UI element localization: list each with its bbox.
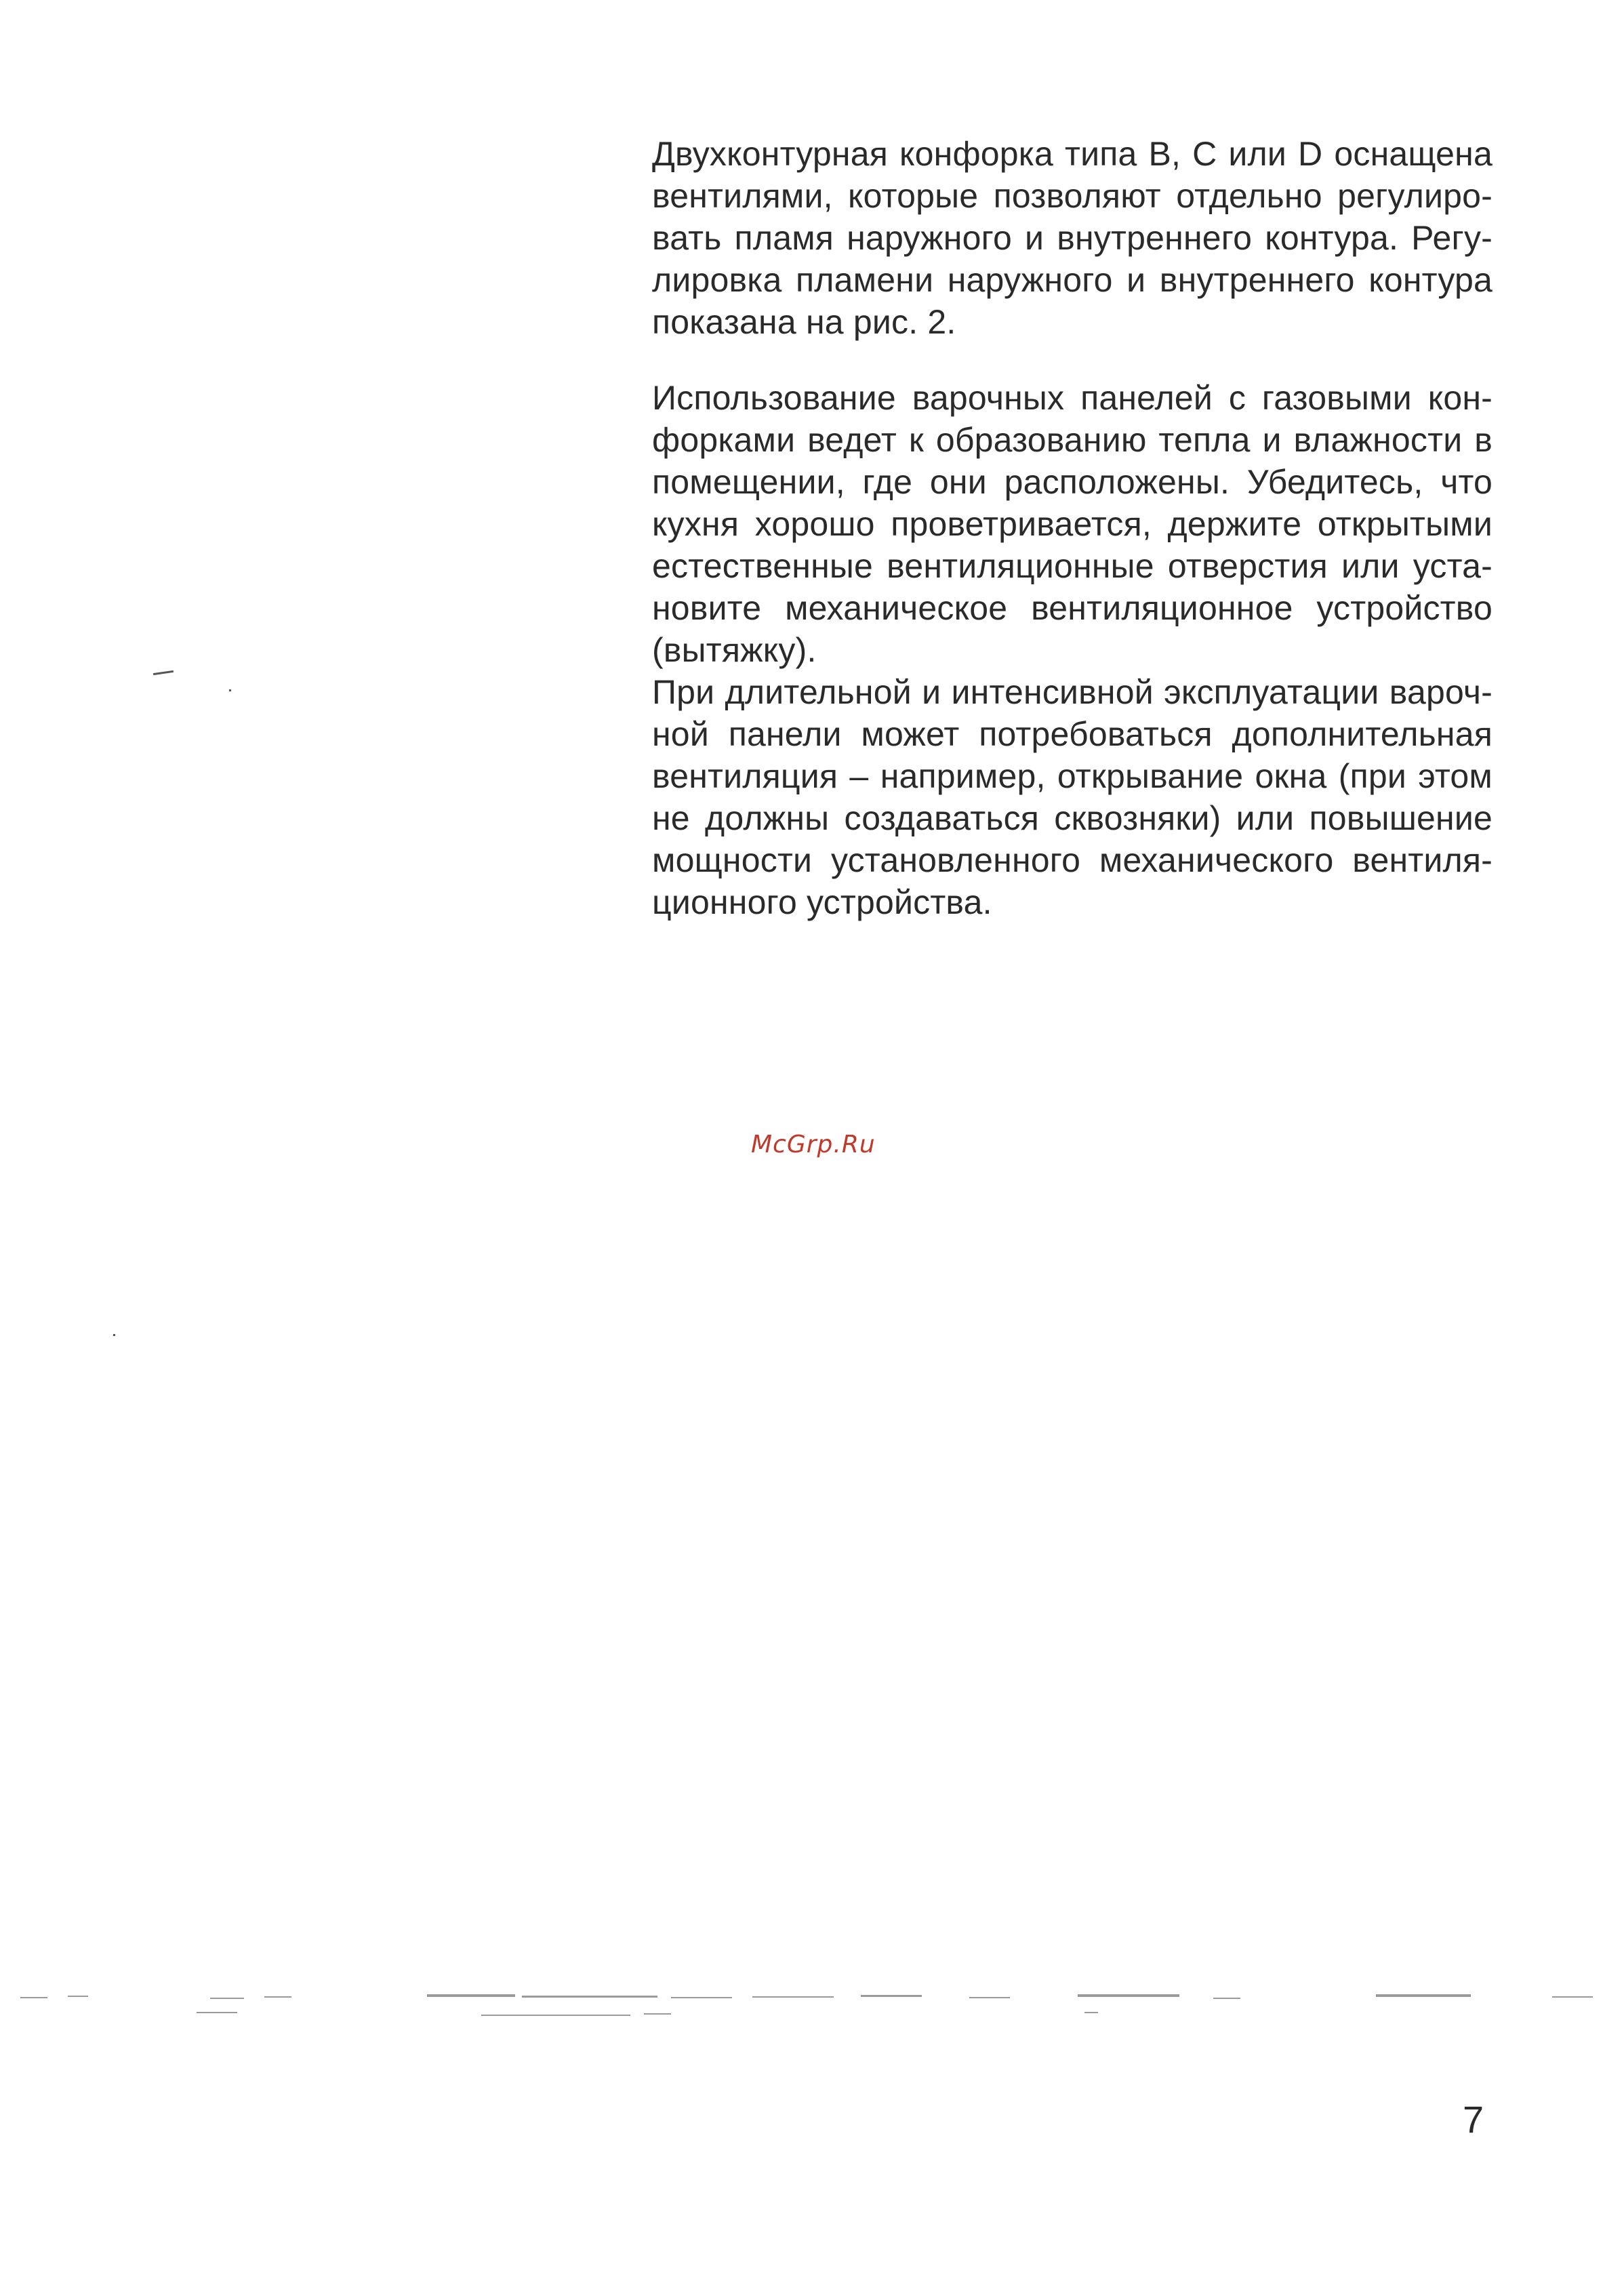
paragraph-ventilation [652, 377, 1493, 923]
text-line: форками ведет к образованию тепла и влажности в [652, 421, 1493, 459]
text-line: ционного устройства. [652, 883, 992, 921]
scan-artifact-dash [153, 670, 174, 675]
scan-artifact-dot [113, 1334, 115, 1336]
text-line: не должны создаваться сквозняки) или повышение [652, 799, 1493, 837]
text-line: кухня хорошо проветривается, держите открытыми [652, 505, 1493, 543]
text-line: Двухконтурная конфорка типа B, C или D оснащена [652, 135, 1493, 173]
scan-artifact-dot [229, 689, 231, 691]
text-line: новите механическое вентиляционное устройство [652, 589, 1493, 627]
text-line: ной панели может потребоваться дополнительная [652, 715, 1493, 753]
text-line: естественные вентиляционные отверстия или уста- [652, 547, 1493, 585]
scan-noise-band [20, 1992, 1606, 2032]
text-line: вать пламя наружного и внутреннего контура. Регу- [652, 219, 1493, 257]
text-line: Использование варочных панелей с газовыми кон- [652, 379, 1493, 417]
paragraph-gap [652, 343, 1493, 377]
text-line: показана на рис. 2. [652, 303, 956, 341]
watermark: McGrp.Ru [751, 1131, 876, 1158]
text-line: При длительной и интенсивной эксплуатации вароч- [652, 673, 1493, 711]
text-line: вентилями, которые позволяют отдельно регулиро- [652, 177, 1493, 215]
paragraph-burner-valves [652, 133, 1493, 343]
text-line: мощности установленного механического вентиля- [652, 841, 1493, 879]
text-line: вентиляция – например, открывание окна (при этом [652, 757, 1493, 795]
text-line: (вытяжку). [652, 631, 817, 669]
text-column [652, 133, 1493, 923]
page-number: 7 [1463, 2098, 1484, 2141]
text-line: помещении, где они расположены. Убедитесь, что [652, 463, 1493, 501]
text-line: лировка пламени наружного и внутреннего контура [652, 261, 1493, 299]
